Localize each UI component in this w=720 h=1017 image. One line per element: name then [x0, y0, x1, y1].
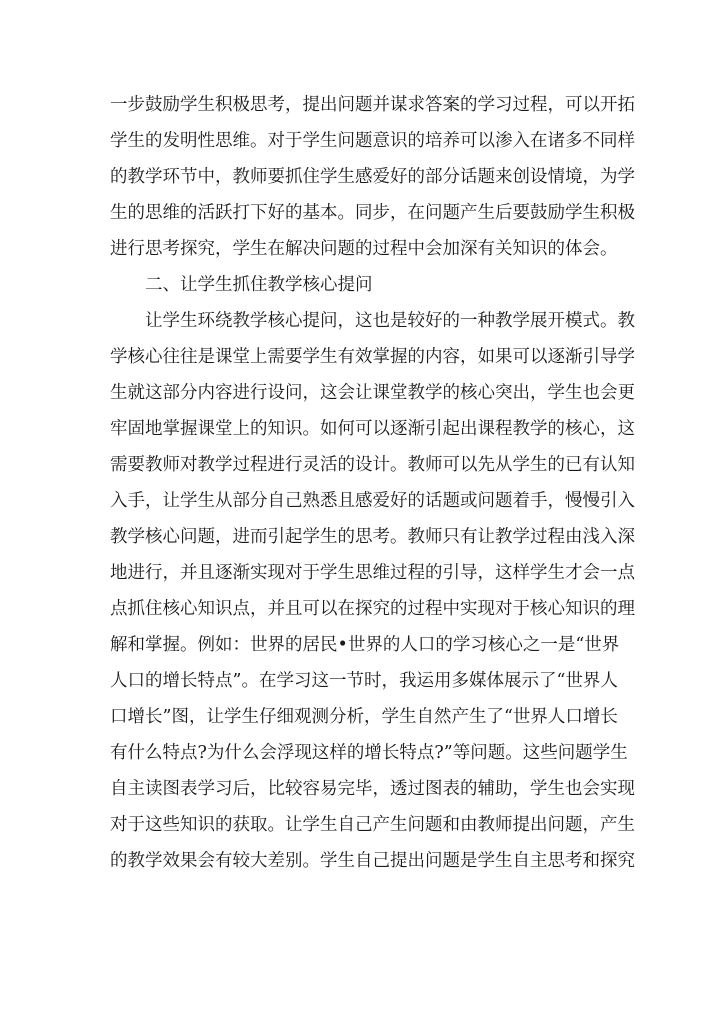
body-text-line: 牢固地掌握课堂上的知识。如何可以逐渐引起出课程教学的核心，这	[110, 419, 635, 439]
body-text-line: 自主读图表学习后，比较容易完毕，透过图表的辅助，学生也会实现	[110, 779, 635, 799]
body-text-line: 学核心往往是课堂上需要学生有效掌握的内容，如果可以逐渐引导学	[110, 347, 635, 367]
body-text-line: 教学核心问题，进而引起学生的思考。教师只有让教学过程由浅入深	[110, 527, 635, 547]
body-text-line: 口增长”图，让学生仔细观测分析，学生自然产生了“世界人口增长	[110, 707, 618, 727]
body-text-line: 地进行，并且逐渐实现对于学生思维过程的引导，这样学生才会一点	[110, 563, 635, 583]
paragraph-first-line: 让学生环绕教学核心提问，这也是较好的一种教学展开模式。教	[145, 311, 635, 331]
body-text-line: 的教学环节中，教师要抓住学生感爱好的部分话题来创设情境，为学	[110, 167, 635, 187]
body-text-line: 解和掌握。例如：世界的居民•世界的人口的学习核心之一是“世界	[110, 635, 620, 655]
body-text-line: 进行思考探究，学生在解决问题的过程中会加深有关知识的体会。	[110, 239, 618, 259]
body-text-line: 的教学效果会有较大差别。学生自己提出问题是学生自主思考和探究	[110, 851, 635, 871]
body-text-line: 需要教师对教学过程进行灵活的设计。教师可以先从学生的已有认知	[110, 455, 635, 475]
body-text-line: 入手，让学生从部分自己熟悉且感爱好的话题或问题着手，慢慢引入	[110, 491, 635, 511]
body-text-line: 有什么特点?为什么会浮现这样的增长特点?”等问题。这些问题学生	[110, 743, 628, 763]
body-text-line: 一步鼓励学生积极思考，提出问题并谋求答案的学习过程，可以开拓	[110, 95, 635, 115]
body-text-line: 生就这部分内容进行设问，这会让课堂教学的核心突出，学生也会更	[110, 383, 635, 403]
body-text-line: 点抓住核心知识点，并且可以在探究的过程中实现对于核心知识的理	[110, 599, 635, 619]
body-text-line: 生的思维的活跃打下好的基本。同步，在问题产生后要鼓励学生积极	[110, 203, 635, 223]
section-heading: 二、让学生抓住教学核心提问	[145, 275, 373, 295]
body-text-line: 学生的发明性思维。对于学生问题意识的培养可以渗入在诸多不同样	[110, 131, 635, 151]
body-text-line: 对于这些知识的获取。让学生自己产生问题和由教师提出问题，产生	[110, 815, 635, 835]
body-text-line: 人口的增长特点”。在学习这一节时，我运用多媒体展示了“世界人	[110, 671, 618, 691]
